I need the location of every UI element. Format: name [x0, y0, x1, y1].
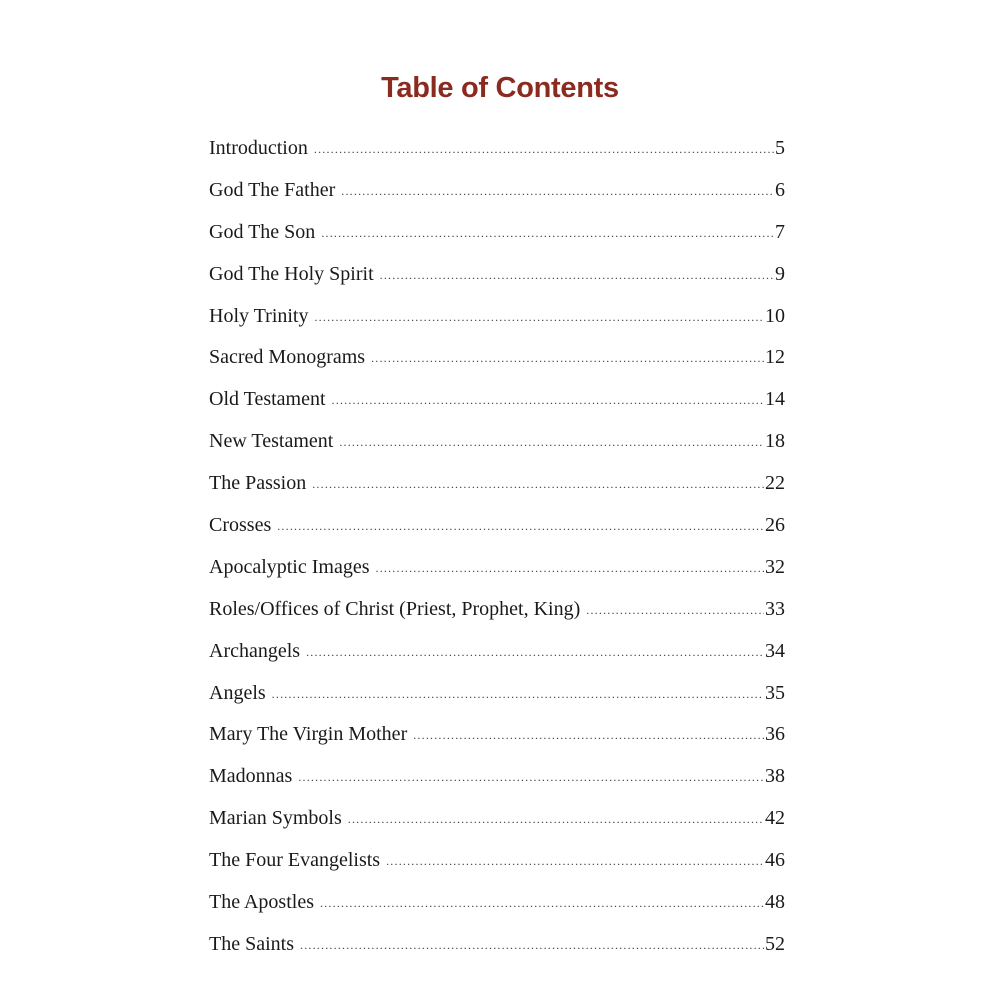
toc-entry[interactable] — [209, 756, 785, 798]
toc-entry-page: 6 — [775, 178, 785, 201]
toc-entry[interactable] — [209, 505, 785, 547]
dot-leader — [306, 632, 764, 674]
dot-leader — [277, 506, 764, 548]
toc-entry[interactable] — [209, 631, 785, 673]
toc-entry-page: 12 — [765, 346, 785, 369]
toc-entry-page: 38 — [765, 765, 785, 788]
toc-entry-label: Mary The Virgin Mother — [209, 723, 408, 746]
toc-entry-page: 10 — [765, 304, 785, 327]
toc-entry-page: 36 — [765, 723, 785, 746]
toc-entry[interactable] — [209, 379, 785, 421]
toc-entry-label: Marian Symbols — [209, 807, 342, 830]
dot-leader — [376, 548, 765, 590]
toc-entry-page: 9 — [775, 262, 785, 285]
toc-entry-page: 52 — [765, 932, 785, 955]
dot-leader — [386, 841, 764, 883]
toc-entry-label: Holy Trinity — [209, 304, 309, 327]
toc-title: Table of Contents — [381, 72, 619, 104]
toc-entry-label: Archangels — [209, 639, 301, 662]
toc-entry[interactable] — [209, 589, 785, 631]
toc-list — [209, 128, 785, 966]
toc-entry[interactable] — [209, 882, 785, 924]
toc-entry-page: 7 — [775, 220, 785, 243]
toc-entry-label: The Four Evangelists — [209, 849, 381, 872]
toc-entry-label: Angels — [209, 681, 266, 704]
dot-leader — [314, 129, 774, 171]
dot-leader — [314, 297, 764, 339]
toc-entry-page: 5 — [775, 137, 785, 159]
toc-entry-label: The Passion — [209, 472, 307, 495]
toc-entry[interactable] — [209, 714, 785, 756]
dot-leader — [348, 799, 764, 841]
toc-entry[interactable] — [209, 463, 785, 505]
toc-entry[interactable] — [209, 170, 785, 212]
dot-leader — [339, 422, 764, 464]
dot-leader — [298, 757, 764, 799]
dot-leader — [380, 255, 774, 297]
toc-entry-page: 18 — [765, 430, 785, 453]
toc-entry-page: 35 — [765, 681, 785, 704]
toc-entry-label: Madonnas — [209, 765, 293, 788]
toc-entry-page: 46 — [765, 849, 785, 872]
dot-leader — [341, 171, 774, 213]
toc-entry-label: God The Son — [209, 220, 316, 243]
toc-entry-page: 22 — [765, 472, 785, 495]
toc-entry-label: Crosses — [209, 514, 272, 537]
toc-entry-page: 48 — [765, 891, 785, 914]
toc-entry-label: God The Holy Spirit — [209, 262, 374, 285]
dot-leader — [371, 338, 764, 380]
toc-entry-page: 42 — [765, 807, 785, 830]
toc-entry-page: 26 — [765, 514, 785, 537]
toc-entry[interactable] — [209, 128, 785, 170]
toc-entry-page: 14 — [765, 388, 785, 411]
toc-entry-label: Apocalyptic Images — [209, 555, 370, 578]
toc-entry[interactable] — [209, 547, 785, 589]
toc-entry[interactable] — [209, 840, 785, 882]
dot-leader — [320, 883, 764, 925]
toc-entry-label: Introduction — [209, 137, 308, 159]
dot-leader — [321, 213, 774, 255]
dot-leader — [332, 380, 764, 422]
toc-entry[interactable] — [209, 337, 785, 379]
toc-entry-page: 34 — [765, 639, 785, 662]
toc-entry-label: Roles/Offices of Christ (Priest, Prophet, King) — [209, 597, 581, 620]
toc-entry[interactable] — [209, 798, 785, 840]
toc-entry-page: 33 — [765, 597, 785, 620]
toc-entry-label: The Apostles — [209, 891, 314, 914]
toc-entry[interactable] — [209, 924, 785, 966]
toc-entry-label: The Saints — [209, 932, 294, 955]
toc-entry-label: Sacred Monograms — [209, 346, 366, 369]
dot-leader — [300, 925, 764, 967]
toc-entry[interactable] — [209, 421, 785, 463]
toc-entry[interactable] — [209, 673, 785, 715]
dot-leader — [312, 464, 764, 506]
toc-entry[interactable] — [209, 254, 785, 296]
dot-leader — [413, 715, 764, 757]
dot-leader — [272, 674, 764, 716]
toc-entry-page: 32 — [765, 555, 785, 578]
toc-entry[interactable] — [209, 212, 785, 254]
toc-entry[interactable] — [209, 296, 785, 338]
toc-entry-label: New Testament — [209, 430, 334, 453]
toc-entry-label: God The Father — [209, 178, 336, 201]
dot-leader — [586, 590, 764, 632]
toc-entry-label: Old Testament — [209, 388, 326, 411]
